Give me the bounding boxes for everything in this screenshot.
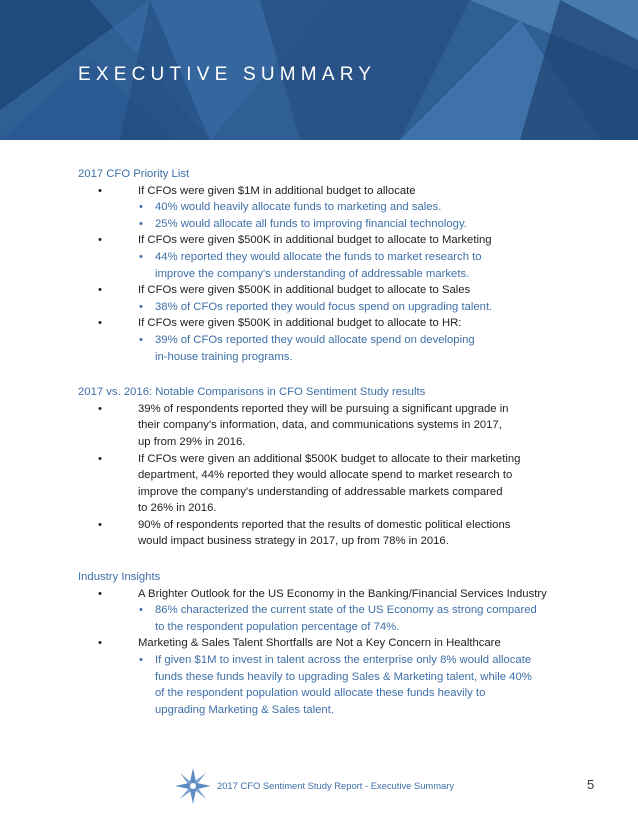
item-text: • 25% would allocate all funds to improving financial technology. (155, 217, 467, 230)
section-heading: 2017 vs. 2016: Notable Comparisons in CFO Sentiment Study results (78, 386, 426, 399)
section-industry-insights (0, 569, 638, 718)
page-number: 5 (587, 777, 595, 792)
item-text: up from 29% in 2016. (138, 435, 246, 448)
sub-list-item (0, 216, 638, 233)
sub-list-item (0, 299, 638, 316)
item-text: in-house training programs. (155, 350, 293, 363)
starburst-logo-icon (173, 766, 213, 806)
section-heading: Industry Insights (78, 571, 161, 584)
sub-list-item (0, 199, 638, 216)
item-text: upgrading Marketing & Sales talent. (155, 703, 334, 716)
item-text: • Marketing & Sales Talent Shortfalls are Not a Key Concern in Healthcare (138, 637, 501, 650)
header-banner (0, 0, 638, 140)
item-text: • If given $1M to invest in talent across the enterprise only 8% would allocate (155, 654, 532, 667)
item-text: • If CFOs were given $500K in additional budget to allocate to Sales (138, 284, 471, 297)
item-text: • If CFOs were given an additional $500K budget to allocate to their marketing (138, 452, 521, 465)
section-notable-comparisons (0, 384, 638, 550)
item-text: their company's information, data, and communications systems in 2017, (138, 419, 502, 432)
sub-list-item (0, 652, 638, 718)
list-item (0, 635, 638, 652)
page-title: EXECUTIVE SUMMARY (78, 64, 377, 85)
item-text: • If CFOs were given $500K in additional budget to allocate to HR: (138, 317, 462, 330)
list-item (0, 315, 638, 332)
list-item (0, 282, 638, 299)
list-item (0, 451, 638, 517)
document-body (0, 166, 638, 718)
list-item (0, 183, 638, 200)
item-text: • A Brighter Outlook for the US Economy in the Banking/Financial Services Industry (138, 587, 547, 600)
item-text: to 26% in 2016. (138, 502, 217, 515)
item-text: • If CFOs were given $1M in additional budget to allocate (138, 184, 416, 197)
item-text: improve the company's understanding of addressable markets. (155, 267, 470, 280)
section-spacer (0, 365, 638, 384)
item-text: • 86% characterized the current state of the US Economy as strong compared (155, 604, 537, 617)
sub-list-item (0, 602, 638, 635)
list-item (0, 586, 638, 603)
item-text: of the respondent population would allocate these funds heavily to (155, 687, 486, 700)
section-heading: 2017 CFO Priority List (78, 168, 190, 180)
page-footer (0, 766, 638, 806)
item-text: • 39% of CFOs reported they would allocate spend on developing (155, 333, 475, 346)
item-text: improve the company's understanding of addressable markets compared (138, 485, 503, 498)
item-text: • If CFOs were given $500K in additional budget to allocate to Marketing (138, 234, 492, 247)
item-text: • 90% of respondents reported that the results of domestic political elections (138, 518, 511, 531)
item-text: • 38% of CFOs reported they would focus spend on upgrading talent. (155, 300, 493, 313)
item-text: • 39% of respondents reported they will be pursuing a significant upgrade in (138, 402, 509, 415)
list-item (0, 517, 638, 550)
section-cfo-priority-list (0, 166, 638, 365)
sub-list-item (0, 249, 638, 282)
footer-text: 2017 CFO Sentiment Study Report - Executive Summary (217, 780, 455, 791)
item-text: funds these funds heavily to upgrading Sales & Marketing talent, while 40% (155, 670, 532, 683)
item-text: to the respondent population percentage of 74%. (155, 620, 400, 633)
list-item (0, 401, 638, 451)
section-spacer (0, 550, 638, 569)
item-text: • 40% would heavily allocate funds to marketing and sales. (155, 201, 442, 214)
sub-list-item (0, 332, 638, 365)
list-item (0, 232, 638, 249)
item-text: department, 44% reported they would allocate spend to market research to (138, 469, 513, 482)
item-text: would impact business strategy in 2017, up from 78% in 2016. (138, 535, 449, 548)
item-text: • 44% reported they would allocate the funds to market research to (155, 250, 482, 263)
